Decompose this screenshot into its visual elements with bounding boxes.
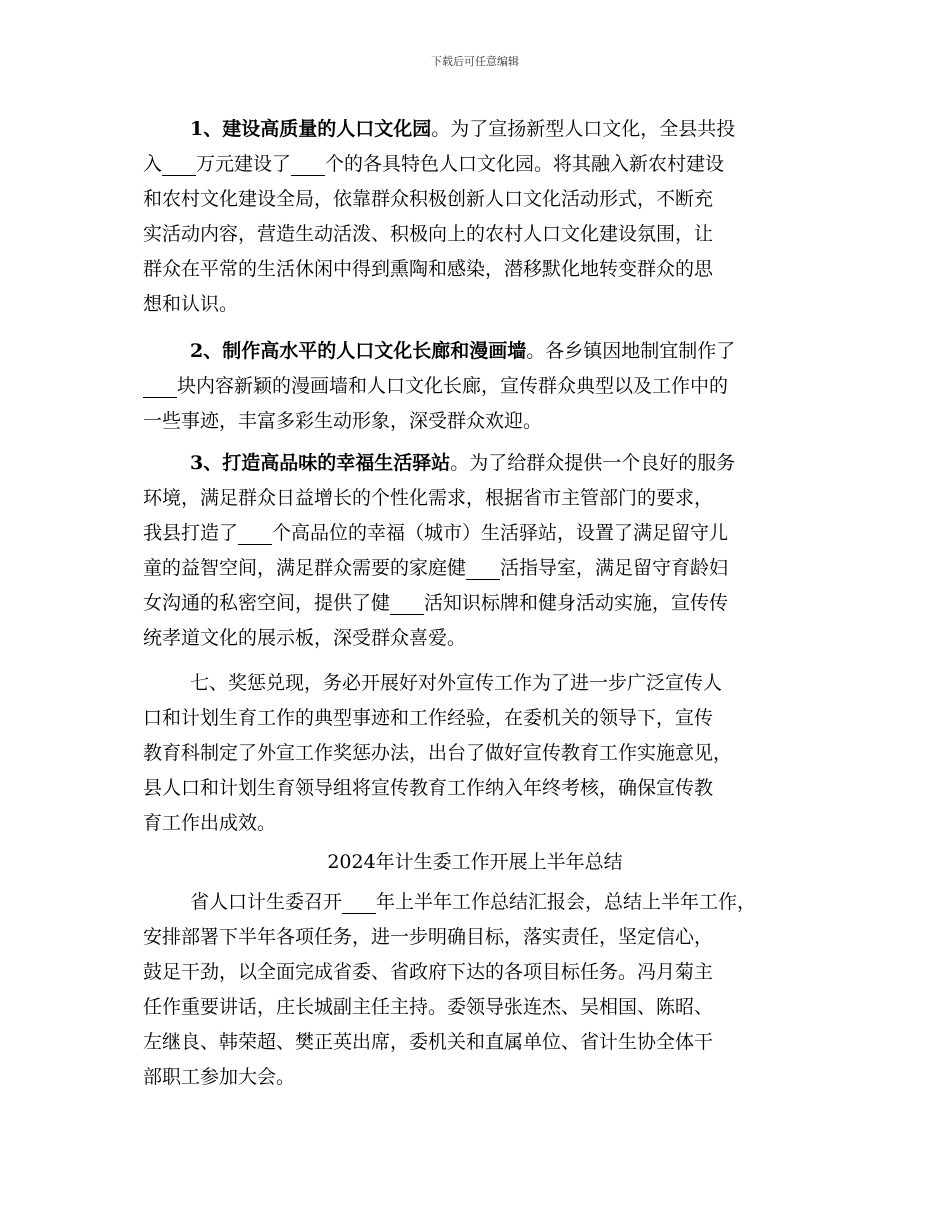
text-line (143, 218, 713, 250)
fill-in-blank (143, 375, 177, 398)
bold-heading-text: 1、建设高质量的人口文化园 (190, 118, 432, 140)
body-text: 和农村文化建设全局，依靠群众积极创新人口文化活动形式，不断充 (143, 188, 714, 210)
body-text: 年上半年工作总结汇报会，总结上半年工作， (376, 891, 757, 913)
section-title: 2024年计生委工作开展上半年总结 (327, 851, 623, 873)
text-line (143, 991, 713, 1023)
fill-in-blank (291, 153, 325, 176)
body-text: 童的益智空间，满足群众需要的家庭健 (143, 557, 467, 579)
fill-in-blank (238, 522, 272, 545)
text-line (190, 886, 756, 918)
fill-in-blank (342, 891, 376, 914)
fill-in-blank (466, 557, 500, 580)
body-text: 教育科制定了外宣工作奖惩办法，出台了做好宣传教育工作实施意见， (143, 742, 733, 764)
body-text: 任作重要讲话，庄长城副主任主持。委领导张连杰、吴相国、陈昭、 (143, 996, 714, 1018)
body-text: 。各乡镇因地制宜制作了 (526, 340, 736, 362)
text-line (190, 113, 735, 145)
text-line (143, 772, 713, 804)
text-line (143, 148, 724, 180)
text-line (143, 552, 728, 584)
body-text: 女沟通的私密空间，提供了健 (143, 592, 391, 614)
text-line (190, 335, 735, 367)
body-text: 鼓足干劲，以全面完成省委、省政府下达的各项目标任务。冯月菊主 (143, 961, 714, 983)
bold-heading-text: 3、打造高品味的幸福生活驿站 (190, 452, 451, 474)
body-text: 活指导室，满足留守育龄妇 (500, 557, 729, 579)
text-line (143, 807, 276, 839)
text-line (143, 482, 713, 514)
text-line (143, 253, 713, 285)
body-text: 部职工参加大会。 (143, 1066, 296, 1088)
text-line (190, 447, 735, 479)
body-text: 群众在平常的生活休闲中得到熏陶和感染，潜移默化地转变群众的思 (143, 258, 714, 280)
body-text: 环境，满足群众日益增长的个性化需求，根据省市主管部门的要求， (143, 487, 714, 509)
body-text: 左继良、韩荣超、樊正英出席，委机关和直属单位、省计生协全体干 (143, 1031, 714, 1053)
body-text: 一些事迹，丰富多彩生动形象，深受群众欢迎。 (143, 410, 543, 432)
text-line (143, 1061, 295, 1093)
text-line (143, 405, 542, 437)
body-text: 块内容新颖的漫画墙和人口文化长廊，宣传群众典型以及工作中的 (177, 375, 729, 397)
body-text: 省人口计生委召开 (190, 891, 343, 913)
body-text: 个高品位的幸福（城市）生活驿站，设置了满足留守儿 (272, 522, 729, 544)
body-text: 万元建设了 (196, 153, 292, 175)
text-line (143, 702, 713, 734)
text-line (143, 737, 732, 769)
body-text: 县人口和计划生育领导组将宣传教育工作纳入年终考核，确保宣传教 (143, 777, 714, 799)
page-header: 下载后可任意编辑 (431, 55, 519, 68)
text-line (143, 622, 466, 654)
text-line (143, 517, 728, 549)
body-text: 七、奖惩兑现，务必开展好对外宣传工作为了进一步广泛宣传人 (190, 672, 723, 694)
body-text: 实活动内容，营造生动活泼、积极向上的农村人口文化建设氛围，让 (143, 223, 714, 245)
text-line (143, 921, 713, 953)
body-text: 想和认识。 (143, 293, 239, 315)
text-line (143, 587, 728, 619)
body-text: 入 (143, 153, 163, 175)
fill-in-blank (390, 592, 424, 615)
body-text: 我县打造了 (143, 522, 239, 544)
body-text: 个的各具特色人口文化园。将其融入新农村建设 (325, 153, 725, 175)
body-text: 育工作出成效。 (143, 812, 277, 834)
body-text: 活知识标牌和健身活动实施，宣传传 (424, 592, 729, 614)
bold-heading-text: 2、制作高水平的人口文化长廊和漫画墙 (190, 340, 527, 362)
body-text: 安排部署下半年各项任务，进一步明确目标，落实责任，坚定信心， (143, 926, 714, 948)
text-line (143, 1026, 713, 1058)
text-line (143, 956, 713, 988)
text-line (190, 667, 722, 699)
body-text: 统孝道文化的展示板，深受群众喜爱。 (143, 627, 467, 649)
body-text: 。为了给群众提供一个良好的服务 (450, 452, 736, 474)
text-line (143, 183, 713, 215)
body-text: 。为了宣扬新型人口文化，全县共投 (431, 118, 736, 140)
fill-in-blank (162, 153, 196, 176)
text-line (143, 370, 728, 402)
text-line (143, 288, 238, 320)
body-text: 口和计划生育工作的典型事迹和工作经验，在委机关的领导下，宣传 (143, 707, 714, 729)
